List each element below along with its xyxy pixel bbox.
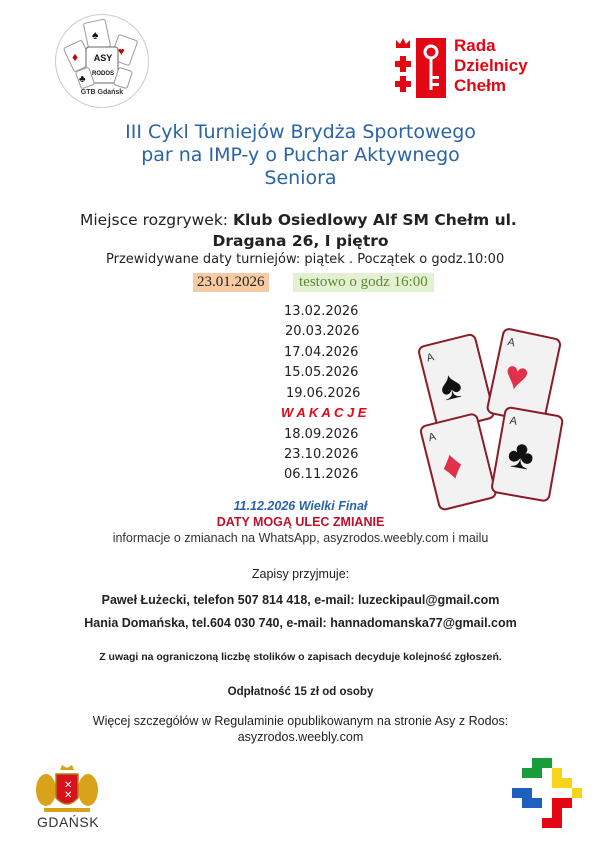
tournament-title	[0, 121, 601, 190]
gdansk-coat-of-arms-icon	[34, 764, 100, 814]
council-name-line2: Dzielnicy	[454, 56, 528, 75]
venue-line-1	[80, 211, 517, 229]
date-item: 13.02.2026	[284, 304, 359, 319]
club-logo-text: ASY	[93, 53, 113, 63]
summer-break: W A K A C J E	[281, 405, 367, 420]
ace-of-clubs-card	[491, 407, 563, 502]
fee-info: Odpłatność 15 zł od osoby	[227, 686, 374, 698]
contact-pawel: Paweł Łużecki, telefon 507 814 418, e-mail: luzeckipaul@gmail.com	[101, 593, 500, 607]
final-date: 11.12.2026 Wielki Finał	[233, 499, 368, 513]
change-info: informacje o zmianach na WhatsApp, asyzrodos.weebly.com i mailu	[112, 531, 489, 545]
svg-text:A: A	[427, 430, 438, 445]
city-name: GDAŃSK	[36, 814, 100, 830]
council-name-line1: Rada	[454, 36, 496, 55]
website[interactable]: asyzrodos.weebly.com	[237, 730, 364, 744]
svg-text:♦: ♦	[72, 50, 79, 64]
svg-text:✕: ✕	[64, 780, 73, 791]
venue-label: Miejsce rozgrywek:	[80, 211, 229, 229]
ace-of-spades-card	[418, 334, 495, 431]
venue-place-2: Dragana 26, I piętro	[212, 232, 389, 250]
colored-blocks-logo-icon	[504, 758, 584, 834]
date-item: 19.06.2026	[286, 386, 361, 401]
svg-text:A: A	[508, 414, 518, 428]
svg-text:♦: ♦	[436, 441, 468, 490]
ace-of-diamonds-card	[420, 413, 497, 510]
first-date: 23.01.2026	[193, 273, 269, 292]
club-logo	[55, 14, 149, 108]
schedule-intro: Przewidywane daty turniejów: piątek . Początek o godz.10:00	[106, 252, 505, 267]
council-name-line3: Chełm	[454, 76, 506, 95]
council-logo	[392, 36, 562, 100]
date-item: 17.04.2026	[284, 345, 359, 360]
club-logo-subtext: RODOS	[91, 71, 114, 77]
table-limit-notice: Z uwagi na ograniczoną liczbę stolików o zapisach decyduje kolejność zgłoszeń.	[99, 651, 502, 663]
svg-text:♠: ♠	[92, 28, 99, 42]
date-item: 20.03.2026	[285, 324, 360, 339]
svg-text:A: A	[425, 351, 436, 365]
date-item: 06.11.2026	[284, 467, 359, 482]
registration-label: Zapisy przyjmuje:	[251, 567, 350, 581]
svg-text:♣: ♣	[79, 74, 86, 85]
crown-key-emblem-icon	[392, 36, 448, 100]
svg-text:♥: ♥	[500, 352, 533, 401]
title-line-2: par na IMP-y o Puchar Aktywnego	[141, 144, 460, 166]
title-line-1: III Cykl Turniejów Brydża Sportowego	[125, 121, 476, 143]
svg-text:♠: ♠	[434, 361, 467, 410]
venue-place-1: Klub Osiedlowy Alf SM Chełm ul.	[232, 211, 517, 229]
date-item: 15.05.2026	[284, 365, 359, 380]
club-logo-caption: GTB Gdańsk	[80, 89, 124, 96]
svg-text:♣: ♣	[504, 431, 538, 480]
date-item: 23.10.2026	[284, 447, 359, 462]
svg-text:♥: ♥	[118, 46, 125, 58]
title-line-3: Seniora	[264, 167, 337, 189]
date-item: 18.09.2026	[284, 427, 359, 442]
venue-line-2	[0, 232, 601, 250]
playing-cards-illustration	[418, 325, 566, 515]
svg-text:✕: ✕	[64, 790, 73, 801]
svg-text:A: A	[506, 336, 517, 350]
first-date-note: testowo o godz 16:00	[293, 273, 434, 292]
dates-may-change-warning: DATY MOGĄ ULEC ZMIANIE	[216, 515, 385, 529]
contact-hania: Hania Domańska, tel.604 030 740, e-mail: hannadomanska77@gmail.com	[84, 616, 517, 630]
regulations-info: Więcej szczegółów w Regulaminie opublikowanym na stronie Asy z Rodos:	[92, 714, 509, 728]
